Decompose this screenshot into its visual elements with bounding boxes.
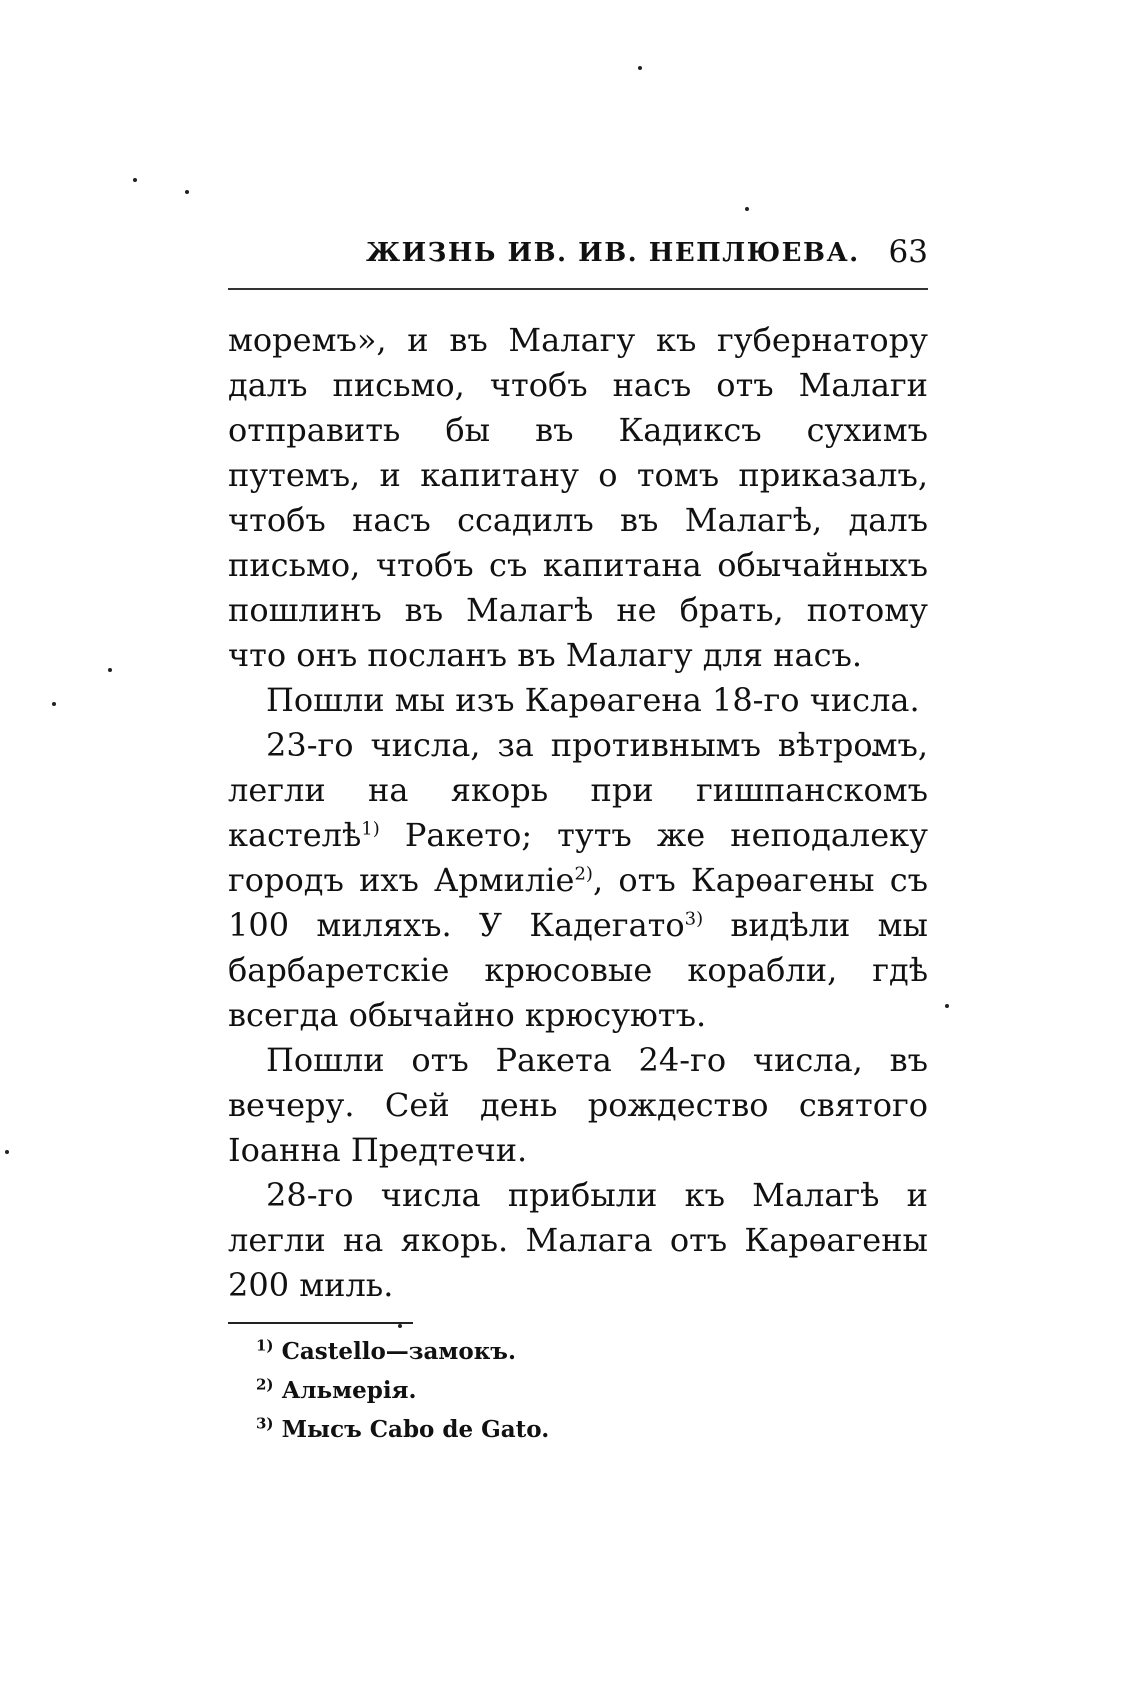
paragraph-text: , отъ Карѳагены съ 100 миляхъ. У Кадегато <box>228 861 929 944</box>
paragraph-text: моремъ», и въ Малагу къ губернатору далъ письмо, чтобъ насъ отъ Малаги отправить бы въ Кадиксъ сухимъ путемъ, и капитану о томъ приказалъ, чтобъ насъ ссадилъ въ Малагѣ, далъ письмо, чтобъ съ капитана обычайныхъ пошлинъ въ Малагѣ не брать, потому что онъ посланъ въ Малагу для насъ. <box>228 321 928 674</box>
footnotes <box>228 1332 928 1449</box>
paragraph-text: Пошли отъ Ракета 24-го числа, въ вечеру. Сей день рождество святого Іоанна Предтечи. <box>228 1041 928 1169</box>
footnote <box>256 1332 928 1371</box>
paragraph <box>228 1038 928 1173</box>
footnote-text: Мысъ Cabo de Gato. <box>281 1416 550 1443</box>
paragraph <box>228 1173 928 1308</box>
footnote-rule <box>228 1322 413 1324</box>
running-head <box>228 228 928 284</box>
paragraph-text: Пошли мы изъ Карѳагена 18-го числа. <box>266 681 920 719</box>
scan-speck <box>52 702 56 706</box>
footnote-reference: 1) <box>361 818 380 840</box>
footnote-text: Castello—замокъ. <box>281 1338 516 1365</box>
running-title: ЖИЗНЬ ИВ. ИВ. НЕПЛЮЕВА. <box>366 238 860 268</box>
header-rule <box>228 288 928 294</box>
body-text <box>228 318 928 1308</box>
footnote <box>256 1371 928 1410</box>
paragraph <box>228 678 928 723</box>
page-number: 63 <box>888 234 928 270</box>
paragraph-text: видѣли мы барбаретскіе крюсовые корабли, гдѣ всегда обычайно крюсуютъ. <box>228 906 929 1034</box>
paragraph-text: 23-го числа, за противнымъ вѣтромъ, легли на якорь при гишпанскомъ кастелѣ <box>228 726 928 854</box>
footnote-marker: 1) <box>256 1336 274 1355</box>
scan-speck <box>945 1004 949 1008</box>
footnote-marker: 2) <box>256 1375 274 1394</box>
scan-speck <box>108 668 112 672</box>
footnote-reference: 2) <box>574 863 593 885</box>
paragraph <box>228 723 928 1038</box>
footnote-reference: 3) <box>684 908 704 930</box>
footnote-text: Альмерія. <box>281 1377 417 1404</box>
scan-speck <box>185 190 189 194</box>
scan-speck <box>638 66 642 70</box>
paragraph <box>228 318 928 678</box>
scan-speck <box>133 178 137 182</box>
footnote <box>256 1410 928 1449</box>
paragraph-text: 28-го числа прибыли къ Малагѣ и легли на якорь. Малага отъ Карѳагены 200 миль. <box>228 1176 928 1304</box>
book-page <box>228 228 928 1449</box>
scan-speck <box>5 1150 9 1154</box>
scan-speck <box>745 207 749 211</box>
paragraph-text: Ракето; тутъ же неподалеку городъ ихъ Армиліе <box>228 816 928 899</box>
footnote-marker: 3) <box>256 1414 274 1433</box>
